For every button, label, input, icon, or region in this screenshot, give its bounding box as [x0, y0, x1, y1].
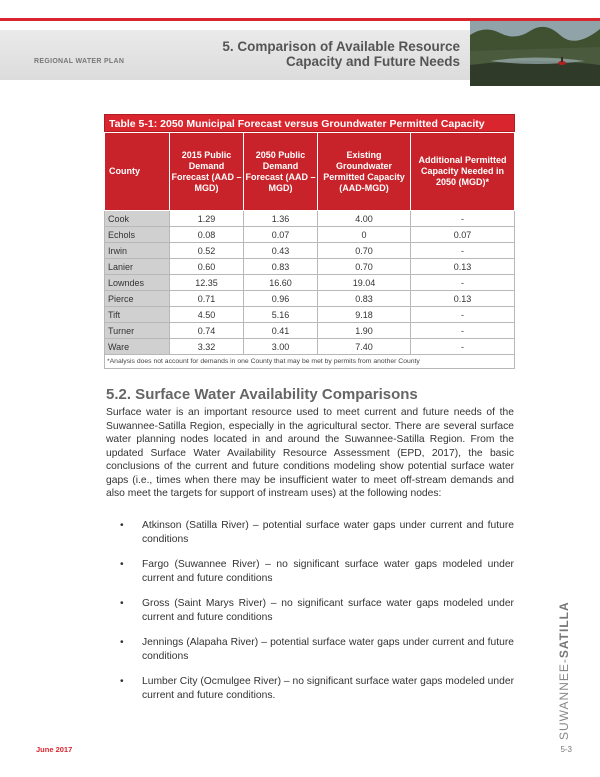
column-header-2050: 2050 Public Demand Forecast (AAD – MGD) [244, 133, 318, 211]
column-header-county: County [105, 133, 170, 211]
county-cell: Pierce [105, 291, 170, 307]
forecast-table [104, 114, 515, 369]
section-paragraph: Surface water is an important resource used to meet current and future needs of the Suwannee-Satilla Region, especially in the agricultural sector. There are several surface water planning nodes located in and around the Suwannee-Satilla Region. From the updated Surface Water Availability Resource Assessment (EPD, 2017), the basic conclusions of the current and future conditions modeling show potential surface water gaps (i.e., times when there may be insufficient water to meet off-stream demands and also meet the targets for support of instream uses) at the following nodes: [106, 407, 514, 499]
county-cell: Echols [105, 227, 170, 243]
value-cell: - [411, 323, 515, 339]
list-item-text: Atkinson (Satilla River) – potential surface water gaps under current and future conditions [142, 520, 514, 545]
value-cell: 0.60 [170, 259, 244, 275]
bullet-icon: • [120, 637, 124, 648]
value-cell: 0.71 [170, 291, 244, 307]
value-cell: 9.18 [318, 307, 411, 323]
table-footnote: *Analysis does not account for demands in one County that may be met by permits from another County [105, 355, 515, 369]
value-cell: 1.90 [318, 323, 411, 339]
bullet-icon: • [120, 520, 124, 531]
forecast-data-table [104, 132, 515, 369]
value-cell: 0.13 [411, 291, 515, 307]
list-item-text: Fargo (Suwannee River) – no significant surface water gaps modeled under current and future conditions [142, 559, 514, 584]
value-cell: 12.35 [170, 275, 244, 291]
list-item [106, 519, 514, 546]
value-cell: 4.50 [170, 307, 244, 323]
county-cell: Lowndes [105, 275, 170, 291]
value-cell: - [411, 243, 515, 259]
county-cell: Irwin [105, 243, 170, 259]
table-row [105, 291, 515, 307]
list-item [106, 558, 514, 585]
list-item [106, 597, 514, 624]
page-number: 5-3 [560, 745, 572, 754]
footer-date: June 2017 [36, 745, 73, 754]
column-header-additional: Additional Permitted Capacity Needed in 2050 (MGD)* [411, 133, 515, 211]
value-cell: - [411, 307, 515, 323]
list-item-text: Jennings (Alapaha River) – potential surface water gaps under current and future conditions [142, 637, 514, 662]
region-brand-part1: SUWANNEE- [557, 658, 571, 740]
county-cell: Ware [105, 339, 170, 355]
chapter-title [222, 39, 460, 69]
value-cell: 0.08 [170, 227, 244, 243]
table-row [105, 307, 515, 323]
value-cell: 0.41 [244, 323, 318, 339]
value-cell: 0.52 [170, 243, 244, 259]
chapter-title-line2: Capacity and Future Needs [285, 54, 460, 69]
table-row [105, 211, 515, 227]
value-cell: 3.00 [244, 339, 318, 355]
value-cell: 0.07 [411, 227, 515, 243]
table-row [105, 227, 515, 243]
table-row [105, 243, 515, 259]
value-cell: 0.07 [244, 227, 318, 243]
node-list [106, 519, 514, 714]
table-row [105, 275, 515, 291]
region-brand-part2: SATILLA [557, 601, 571, 659]
bullet-icon: • [120, 559, 124, 570]
list-item [106, 636, 514, 663]
county-cell: Cook [105, 211, 170, 227]
county-cell: Tift [105, 307, 170, 323]
value-cell: 19.04 [318, 275, 411, 291]
plan-label: REGIONAL WATER PLAN [34, 58, 125, 65]
bullet-icon: • [120, 598, 124, 609]
value-cell: 0.83 [318, 291, 411, 307]
value-cell: 0.83 [244, 259, 318, 275]
value-cell: 4.00 [318, 211, 411, 227]
list-item [106, 675, 514, 702]
value-cell: - [411, 339, 515, 355]
table-caption: Table 5-1: 2050 Municipal Forecast versus Groundwater Permitted Capacity [104, 114, 515, 132]
list-item-text: Lumber City (Ocmulgee River) – no significant surface water gaps modeled under current and future conditions. [142, 676, 515, 701]
value-cell: 5.16 [244, 307, 318, 323]
column-header-existing: Existing Groundwater Permitted Capacity (AAD-MGD) [318, 133, 411, 211]
value-cell: 0.70 [318, 259, 411, 275]
value-cell: 0.13 [411, 259, 515, 275]
value-cell: - [411, 211, 515, 227]
value-cell: 0 [318, 227, 411, 243]
county-cell: Lanier [105, 259, 170, 275]
value-cell: 1.29 [170, 211, 244, 227]
table-row [105, 323, 515, 339]
list-item-text: Gross (Saint Marys River) – no significant surface water gaps modeled under current and future conditions [142, 598, 514, 623]
value-cell: 3.32 [170, 339, 244, 355]
value-cell: 0.74 [170, 323, 244, 339]
table-row [105, 259, 515, 275]
value-cell: 0.43 [244, 243, 318, 259]
value-cell: 0.96 [244, 291, 318, 307]
column-header-2015: 2015 Public Demand Forecast (AAD – MGD) [170, 133, 244, 211]
region-brand [557, 601, 571, 740]
bullet-icon: • [120, 676, 124, 687]
county-cell: Turner [105, 323, 170, 339]
chapter-title-line1: 5. Comparison of Available Resource [222, 39, 460, 54]
value-cell: - [411, 275, 515, 291]
value-cell: 7.40 [318, 339, 411, 355]
page-header [0, 0, 600, 90]
section-heading: 5.2. Surface Water Availability Comparisons [106, 386, 418, 403]
value-cell: 1.36 [244, 211, 318, 227]
table-footnote-row [105, 355, 515, 369]
table-row [105, 339, 515, 355]
table-header-row [105, 133, 515, 211]
value-cell: 0.70 [318, 243, 411, 259]
value-cell: 16.60 [244, 275, 318, 291]
river-photo [470, 21, 600, 86]
